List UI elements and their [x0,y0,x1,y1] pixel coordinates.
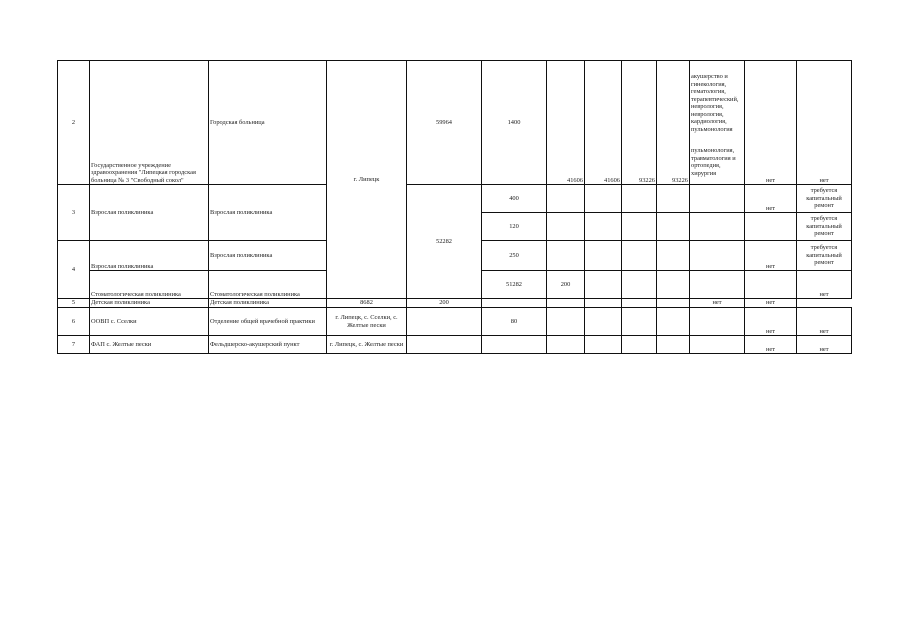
unit-name: Городская больница [209,61,327,185]
institution-name: Стоматологическая поликлиника [90,271,209,299]
col11-value: нет [690,299,745,308]
unit-name: Детская поликлиника [209,299,327,308]
row-number: 3 [58,185,90,241]
col5-value: 80 [482,308,547,336]
col12-value: нет [797,61,852,185]
unit-name: Стоматологическая поликлиника [209,271,327,299]
unit-name: Отделение общей врачебной практики [209,308,327,336]
unit-name: Взрослая поликлиника [209,185,327,241]
col6-value: 41606 [547,61,585,185]
col7-value: 41606 [585,61,622,185]
address-cell: г. Липецк, с. Сселки, с. Желтые пески [327,308,407,336]
address-cell: г. Липецк [327,61,407,299]
col5-value: 250 [482,241,547,271]
hospital-table [57,60,852,354]
unit-name: Фельдшерско-акушерский пункт [209,336,327,354]
col4-value: 52282 [407,185,482,299]
table-row [58,336,852,354]
institution-name: ООВП с. Сселки [90,308,209,336]
col5-value: 1400 [482,61,547,185]
col11-value: нет [745,241,797,271]
table-row [58,61,852,185]
table-row [58,185,852,213]
col4-value: 59964 [407,61,482,185]
institution-name: Взрослая поликлиника [90,241,209,271]
col11-value: нет [797,271,852,299]
address-cell: г. Липецк, с. Желтые пески [327,336,407,354]
col12-value: требуется капитальный ремонт [797,241,852,271]
table-row [58,299,852,308]
col5-value: 120 [482,213,547,241]
institution-name: Государственное учреждение здравоохранения "Липецкая городская больница № 3 "Свободный сокол" [90,61,209,185]
col5-value: 200 [547,271,585,299]
col11-value: нет [745,336,797,354]
row-number: 6 [58,308,90,336]
profiles-text-a: акушерство и гинекология, гематология, терапевтический, неврология, неврология, кардиология, пульмонология [691,73,739,133]
col12-value: требуется капитальный ремонт [797,213,852,241]
profiles-cell [690,61,745,185]
col12-value: нет [745,299,797,308]
col11-value: нет [745,308,797,336]
col11-value: нет [745,185,797,213]
row-number: 7 [58,336,90,354]
col4-extra: 51282 [482,271,547,299]
col9-value: 93226 [657,61,690,185]
unit-name: Взрослая поликлиника [209,241,327,271]
row-number: 4 [58,241,90,299]
institution-name: Взрослая поликлиника [90,185,209,241]
col8-value: 93226 [622,61,657,185]
col12-value: требуется капитальный ремонт [797,185,852,213]
col11-value: нет [745,61,797,185]
row-number: 2 [58,61,90,185]
col12-value: нет [797,308,852,336]
row-number: 5 [58,299,90,308]
table-row [58,308,852,336]
profiles-text-b: пульмонология, травматология и ортопедия, хирургия [691,147,736,177]
col5-value: 200 [407,299,482,308]
col5-value: 400 [482,185,547,213]
institution-name: ФАП с. Желтые пески [90,336,209,354]
col4-value: 8682 [327,299,407,308]
institution-name: Детская поликлиника [90,299,209,308]
col12-value: нет [797,336,852,354]
